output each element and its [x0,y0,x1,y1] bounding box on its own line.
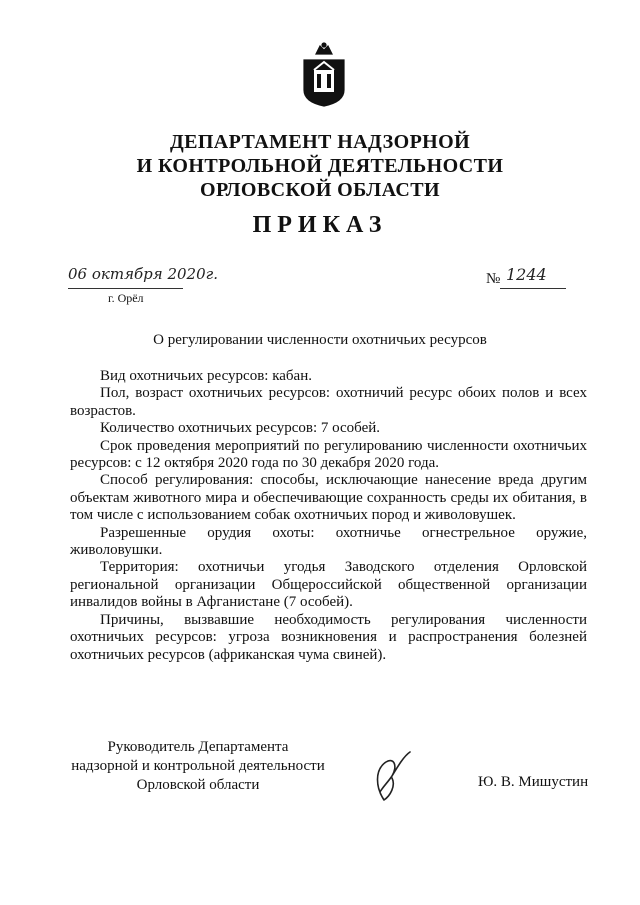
paragraph-sex-age: Пол, возраст охотничьих ресурсов: охотничий ресурс обоих полов и всех возрастов. [70,385,587,419]
date-underline [68,288,183,289]
signatory-position [62,738,334,795]
order-body [70,368,587,664]
signatory-position-line-1: Руководитель Департамента [107,739,289,755]
paragraph-method: Способ регулирования: способы, исключающие нанесение вреда другим объектам животного мира и обеспечивающие сохранность среды их обитания, в том числе с использованием собак охотничьих пород и живоловушек. [70,472,587,524]
signatory-position-line-3: Орловской области [136,777,260,793]
number-underline [500,288,566,289]
number-label: № [486,271,501,287]
paragraph-period: Срок проведения мероприятий по регулированию численности охотничьих ресурсов: с 12 октября 2020 года по 30 декабря 2020 года. [70,437,587,472]
department-name-line-1: ДЕПАРТАМЕНТ НАДЗОРНОЙ [169,131,471,153]
paragraph-tools: Разрешенные орудия охоты: охотничье огнестрельное оружие, живоловушки. [70,524,587,559]
order-subject: О регулировании численности охотничьих ресурсов [153,332,487,348]
paragraph-territory: Территория: охотничьи угодья Заводского отделения Орловской региональной организации Общероссийской общественной организации инвалидов войны в Афганистане (7 особей). [70,559,587,611]
paragraph-quantity: Количество охотничьих ресурсов: 7 особей. [100,420,381,437]
coat-of-arms-emblem [298,40,350,108]
signatory-position-line-2: надзорной и контрольной деятельности [71,758,325,774]
signatory-name: Ю. В. Мишустин [478,774,589,790]
department-name-line-2: И КОНТРОЛЬНОЙ ДЕЯТЕЛЬНОСТИ [136,155,504,177]
order-title: ПРИКАЗ [252,212,388,238]
handwritten-signature [362,748,422,804]
date-handwritten: 06 октября 2020г. [68,265,218,283]
paragraph-species: Вид охотничьих ресурсов: кабан. [100,368,312,384]
city-label: г. Орёл [108,291,144,305]
paragraph-reasons: Причины, вызвавшие необходимость регулирования численности охотничьих ресурсов: угроза возникновения и распространения болезней охотничьих ресурсов (африканская чума свиней). [70,611,587,663]
number-handwritten: 1244 [506,265,547,284]
department-name-line-3: ОРЛОВСКОЙ ОБЛАСТИ [200,179,440,201]
